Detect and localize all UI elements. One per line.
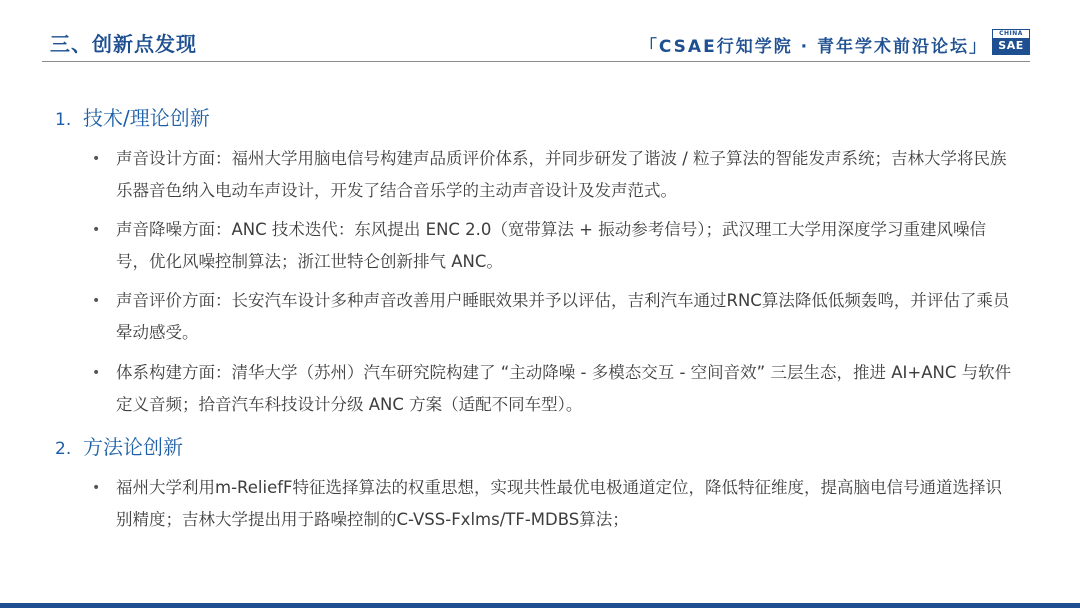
list-item-text: 声音评价方面：长安汽车设计多种声音改善用户睡眠效果并予以评估，吉利汽车通过RNC算法降低低频轰鸣，并评估了乘员晕动感受。 [116,291,1010,342]
section-heading-methodology [55,431,183,460]
footer-bar [0,603,1080,608]
section-heading-technical [55,102,210,131]
section-title-text: 方法论创新 [83,435,183,459]
list-item-text: 声音降噪方面：ANC 技术迭代：东风提出 ENC 2.0（宽带算法 + 振动参考信号）；武汉理工大学用深度学习重建风噪信号，优化风噪控制算法；浙江世特仑创新排气 ANC。 [116,220,986,271]
section-number: 2. [55,439,72,459]
bullet-icon: • [92,293,101,309]
list-item [92,357,1012,421]
logo-top-text: CHINA [999,30,1023,37]
list-item-text: 声音设计方面：福州大学用脑电信号构建声品质评价体系，并同步研发了谐波 / 粒子算法的智能发声系统；吉林大学将民族乐器音色纳入电动车声设计，开发了结合音乐学的主动声音设计及发声范式。 [116,149,1007,200]
page-title: 三、创新点发现 [50,32,197,56]
logo-bottom-text: SAE [993,38,1029,54]
bullet-icon: • [92,151,101,167]
list-item-text: 福州大学利用m-ReliefF特征选择算法的权重思想，实现共性最优电极通道定位，降低特征维度，提高脑电信号通道选择识别精度；吉林大学提出用于路噪控制的C-VSS-Fxlms/TF-MDBS算法； [116,478,1003,529]
list-item [92,214,1012,278]
list-item-text: 体系构建方面：清华大学（苏州）汽车研究院构建了 “主动降噪 - 多模态交互 - 空间音效” 三层生态，推进 AI+ANC 与软件定义音频；拾音汽车科技设计分级 ANC 方案（适配不同车型）。 [116,363,1012,414]
list-item [92,143,1012,207]
section-title-text: 技术/理论创新 [83,106,210,130]
forum-title: 「CSAE行知学院 · 青年学术前沿论坛」 [639,37,988,57]
list-item [92,285,1012,349]
bullet-icon: • [92,222,101,238]
section-number: 1. [55,110,72,130]
header-divider [42,61,1030,62]
china-sae-logo [992,29,1030,55]
bullet-icon: • [92,365,101,381]
list-item [92,472,1012,536]
bullet-icon: • [92,480,101,496]
